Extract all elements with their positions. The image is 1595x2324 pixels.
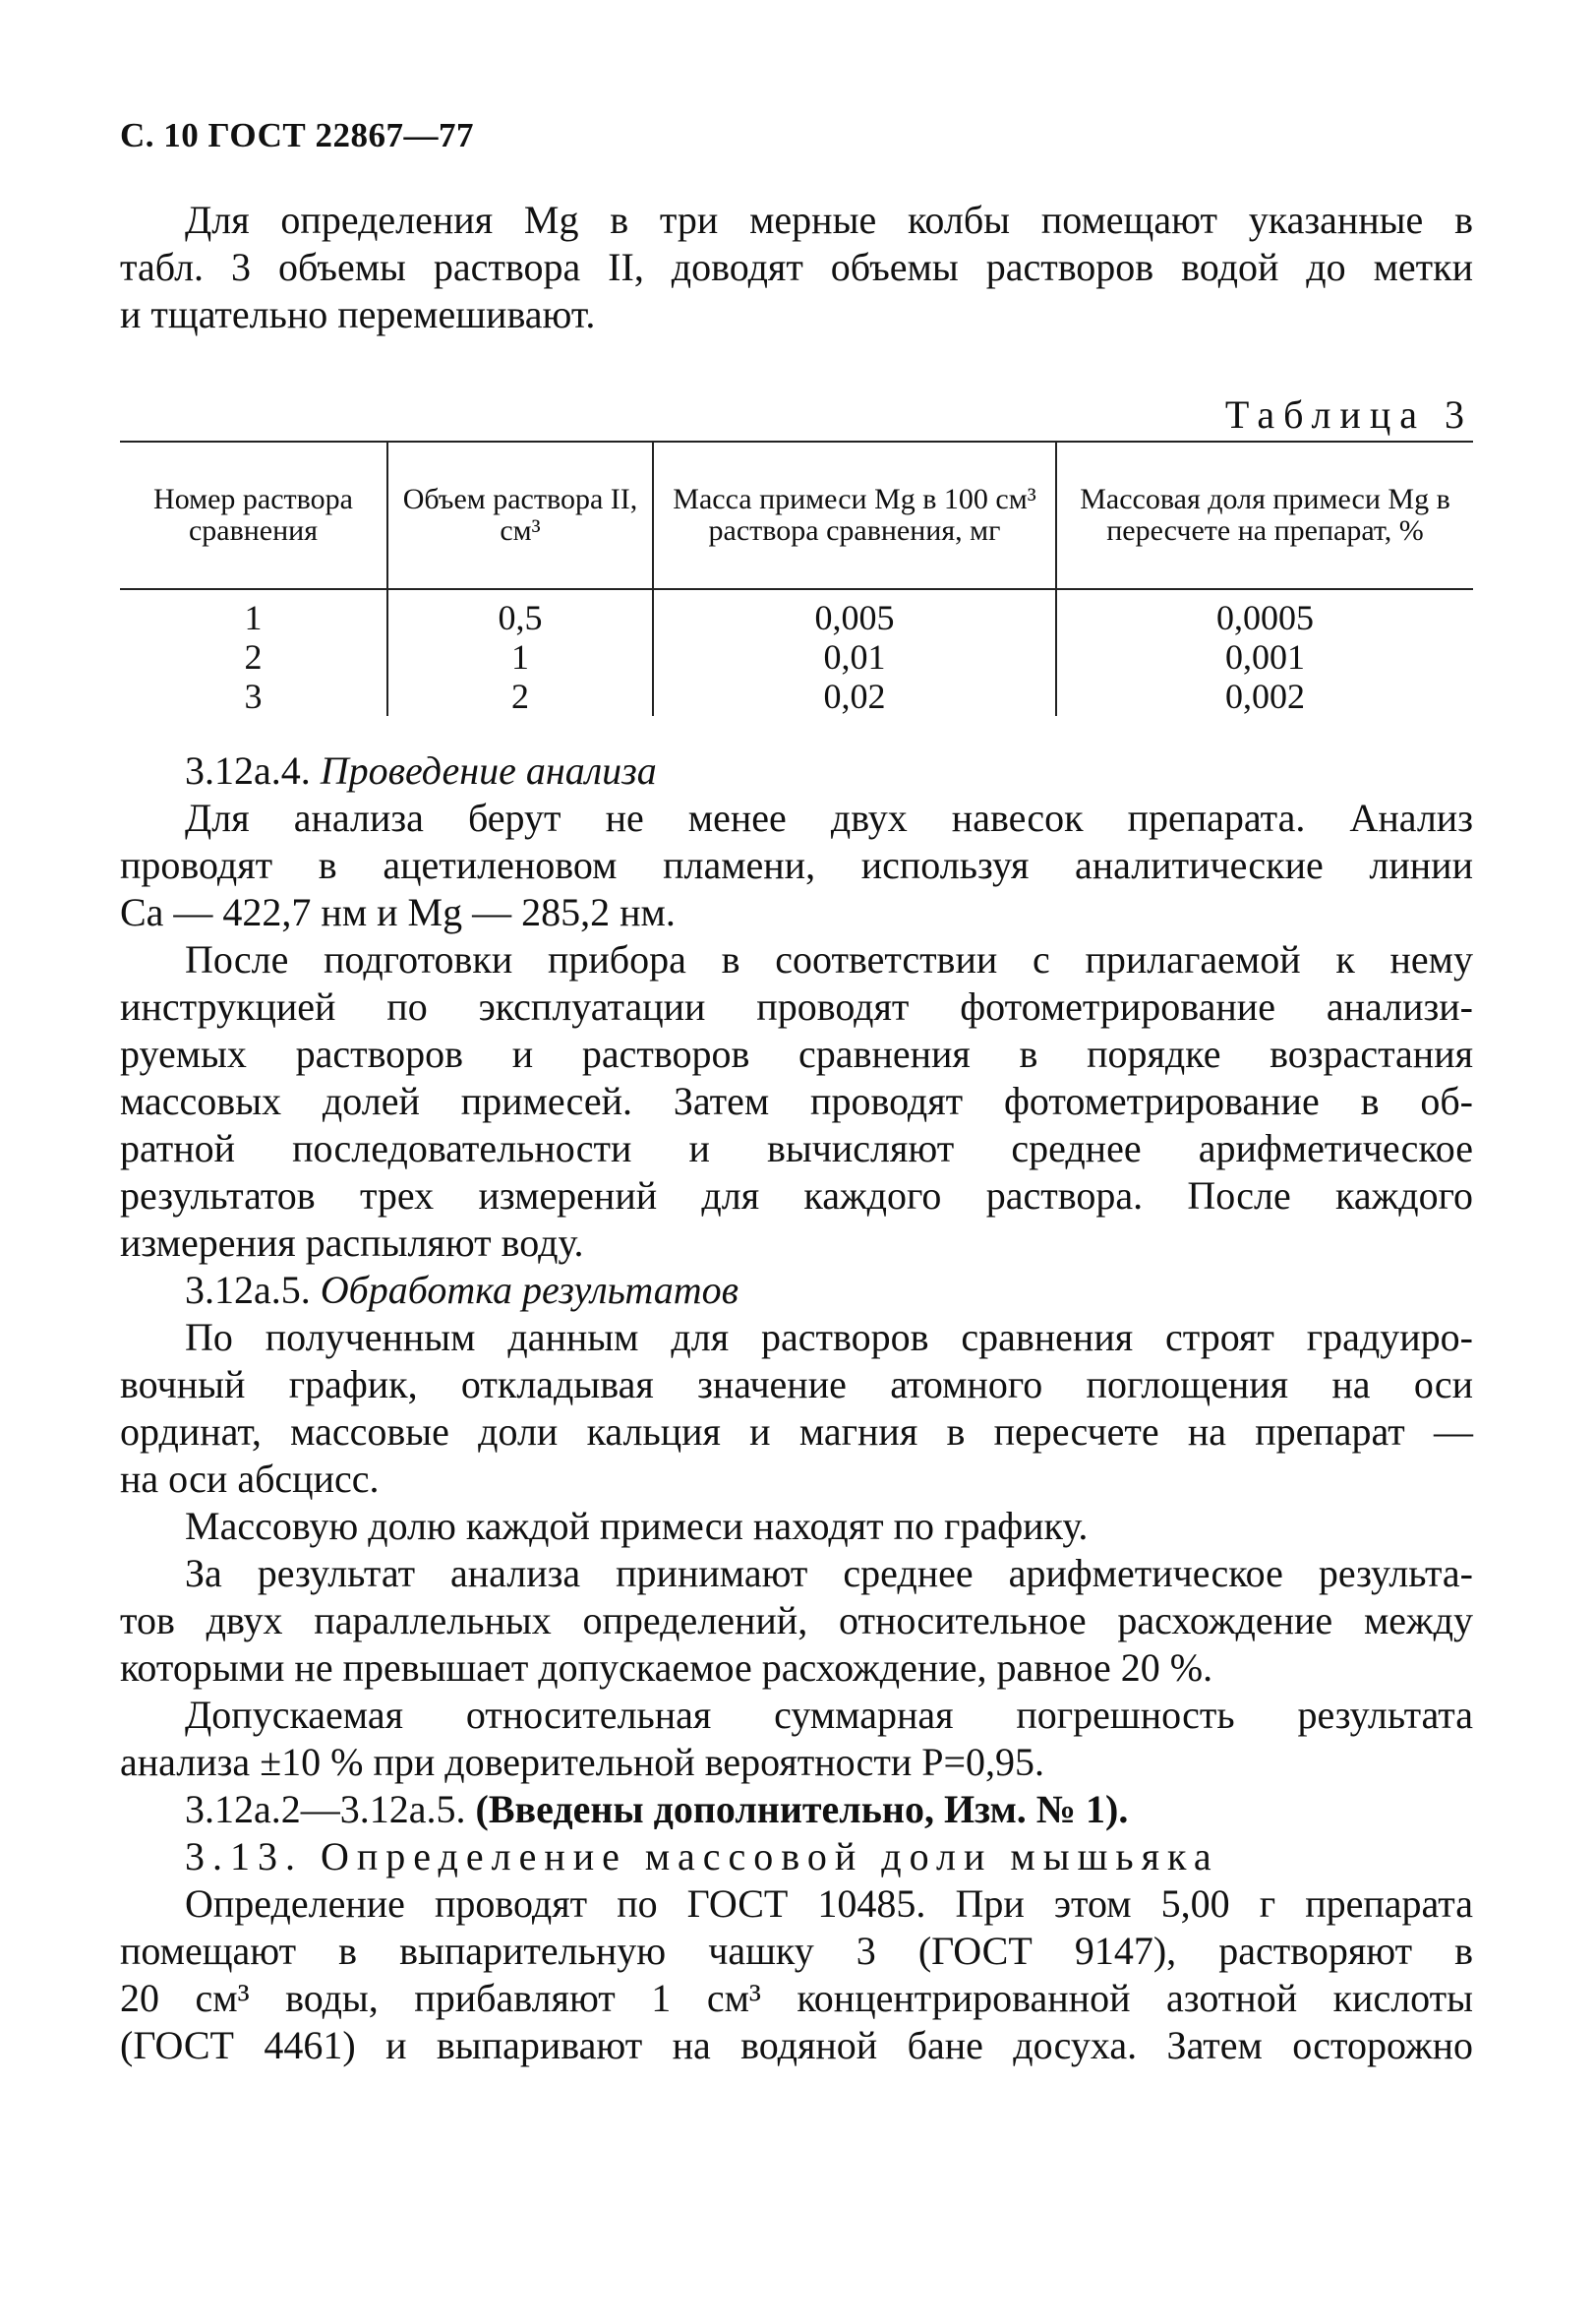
- text-line: По полученным данным для растворов сравнения строят градуиро-: [185, 1315, 1473, 1359]
- table-3: [120, 441, 1473, 716]
- table-row: [120, 637, 1473, 677]
- paragraph: [120, 1503, 1473, 1550]
- section-3-12a5: [120, 1267, 1473, 1503]
- table-caption: Таблица 3: [1224, 392, 1473, 437]
- table-cell: 2: [244, 637, 263, 677]
- text-line: Определение проводят по ГОСТ 10485. При этом 5,00 г препарата: [185, 1881, 1473, 1926]
- section-number: 3.12а.4.: [185, 748, 311, 793]
- paragraph: [120, 1880, 1473, 2069]
- table-row: [120, 589, 1473, 637]
- text-line: ординат, массовые доли кальция и магния в пересчете на препарат —: [120, 1409, 1473, 1454]
- text-line: После подготовки прибора в соответствии с прилагаемой к нему: [185, 937, 1473, 982]
- column-header: Объем раствора II, см³: [387, 442, 653, 589]
- text-line: которыми не превышает допускаемое расхождение, равное 20 %.: [120, 1645, 1213, 1690]
- text-line: Для анализа берут не менее двух навесок препарата. Анализ: [185, 796, 1473, 840]
- text-line: и тщательно перемешивают.: [120, 292, 596, 336]
- amendment-note: [120, 1786, 1473, 1833]
- table-cell: 2: [387, 677, 653, 716]
- amendment-line: [120, 1786, 1473, 1833]
- text-line: ратной последовательности и вычисляют среднее арифметическое: [120, 1126, 1473, 1170]
- text-line: проводят в ацетиленовом пламени, используя аналитические линии: [120, 843, 1473, 887]
- column-header: Массовая доля примеси Mg в пересчете на препарат, %: [1056, 442, 1473, 589]
- text-line: инструкцией по эксплуатации проводят фотометрирование анализи-: [120, 984, 1473, 1029]
- text-line: на оси абсцисс.: [120, 1457, 380, 1501]
- text-line: 20 см³ воды, прибавляют 1 см³ концентрированной азотной кислоты: [120, 1976, 1473, 2020]
- table-cell: 0,5: [387, 589, 653, 637]
- table-cell: 0,02: [653, 677, 1056, 716]
- section-title: Проведение анализа: [320, 748, 657, 793]
- text-line: измерения распыляют воду.: [120, 1221, 584, 1265]
- table-row: [120, 677, 1473, 716]
- intro-paragraph: [120, 197, 1473, 338]
- text-line: Массовую долю каждой примеси находят по графику.: [185, 1504, 1089, 1548]
- section-heading: [120, 1267, 1473, 1314]
- amendment-prefix: 3.12а.2—3.12а.5.: [185, 1787, 466, 1831]
- table-cell: 0,01: [653, 637, 1056, 677]
- text-line: (ГОСТ 4461) и выпаривают на водяной бане досуха. Затем осторожно: [120, 2023, 1473, 2067]
- table-cell: 0,005: [653, 589, 1056, 637]
- text-line: Допускаемая относительная суммарная погрешность результата: [185, 1693, 1473, 1737]
- text-line: Ca — 422,7 нм и Mg — 285,2 нм.: [120, 890, 676, 934]
- section-3-12a4: [120, 747, 1473, 936]
- text-line: массовых долей примесей. Затем проводят фотометрирование в об-: [120, 1079, 1473, 1123]
- text-line: руемых растворов и растворов сравнения в порядке возрастания: [120, 1032, 1473, 1076]
- section-title: 3.13. Определение массовой доли мышьяка: [185, 1834, 1219, 1878]
- section-3-13-heading: [120, 1833, 1473, 1880]
- text-line: вочный график, откладывая значение атомного поглощения на оси: [120, 1362, 1473, 1406]
- section-heading: [120, 747, 1473, 795]
- section-number: 3.12а.5.: [185, 1268, 311, 1312]
- column-header: Масса примеси Mg в 100 см³ раствора сравнения, мг: [653, 442, 1056, 589]
- column-header: Номер раствора сравнения: [120, 442, 387, 589]
- table-cell: 0,001: [1056, 637, 1473, 677]
- section-title: Обработка результатов: [320, 1268, 738, 1312]
- text-line: результатов трех измерений для каждого раствора. После каждого: [120, 1173, 1473, 1218]
- table-header-row: [120, 442, 1473, 589]
- page-header: С. 10 ГОСТ 22867—77: [120, 116, 474, 154]
- table-cell: 0,0005: [1056, 589, 1473, 637]
- text-line: анализа ±10 % при доверительной вероятности Р=0,95.: [120, 1740, 1045, 1784]
- paragraph: [120, 1692, 1473, 1786]
- table-cell: 1: [387, 637, 653, 677]
- text-line: За результат анализа принимают среднее арифметическое результа-: [185, 1551, 1473, 1595]
- text-line: помещают в выпарительную чашку 3 (ГОСТ 9147), растворяют в: [120, 1929, 1473, 1973]
- paragraph: [120, 1550, 1473, 1692]
- table-cell: 1: [244, 598, 263, 637]
- amendment-text: (Введены дополнительно, Изм. № 1).: [475, 1787, 1129, 1831]
- table-cell: 0,002: [1056, 677, 1473, 716]
- text-line: табл. 3 объемы раствора II, доводят объемы растворов водой до метки: [120, 245, 1473, 289]
- paragraph: [120, 936, 1473, 1267]
- text-line: Для определения Mg в три мерные колбы помещают указанные в: [185, 198, 1473, 242]
- table-cell: 3: [244, 677, 263, 716]
- text-line: тов двух параллельных определений, относительное расхождение между: [120, 1598, 1473, 1642]
